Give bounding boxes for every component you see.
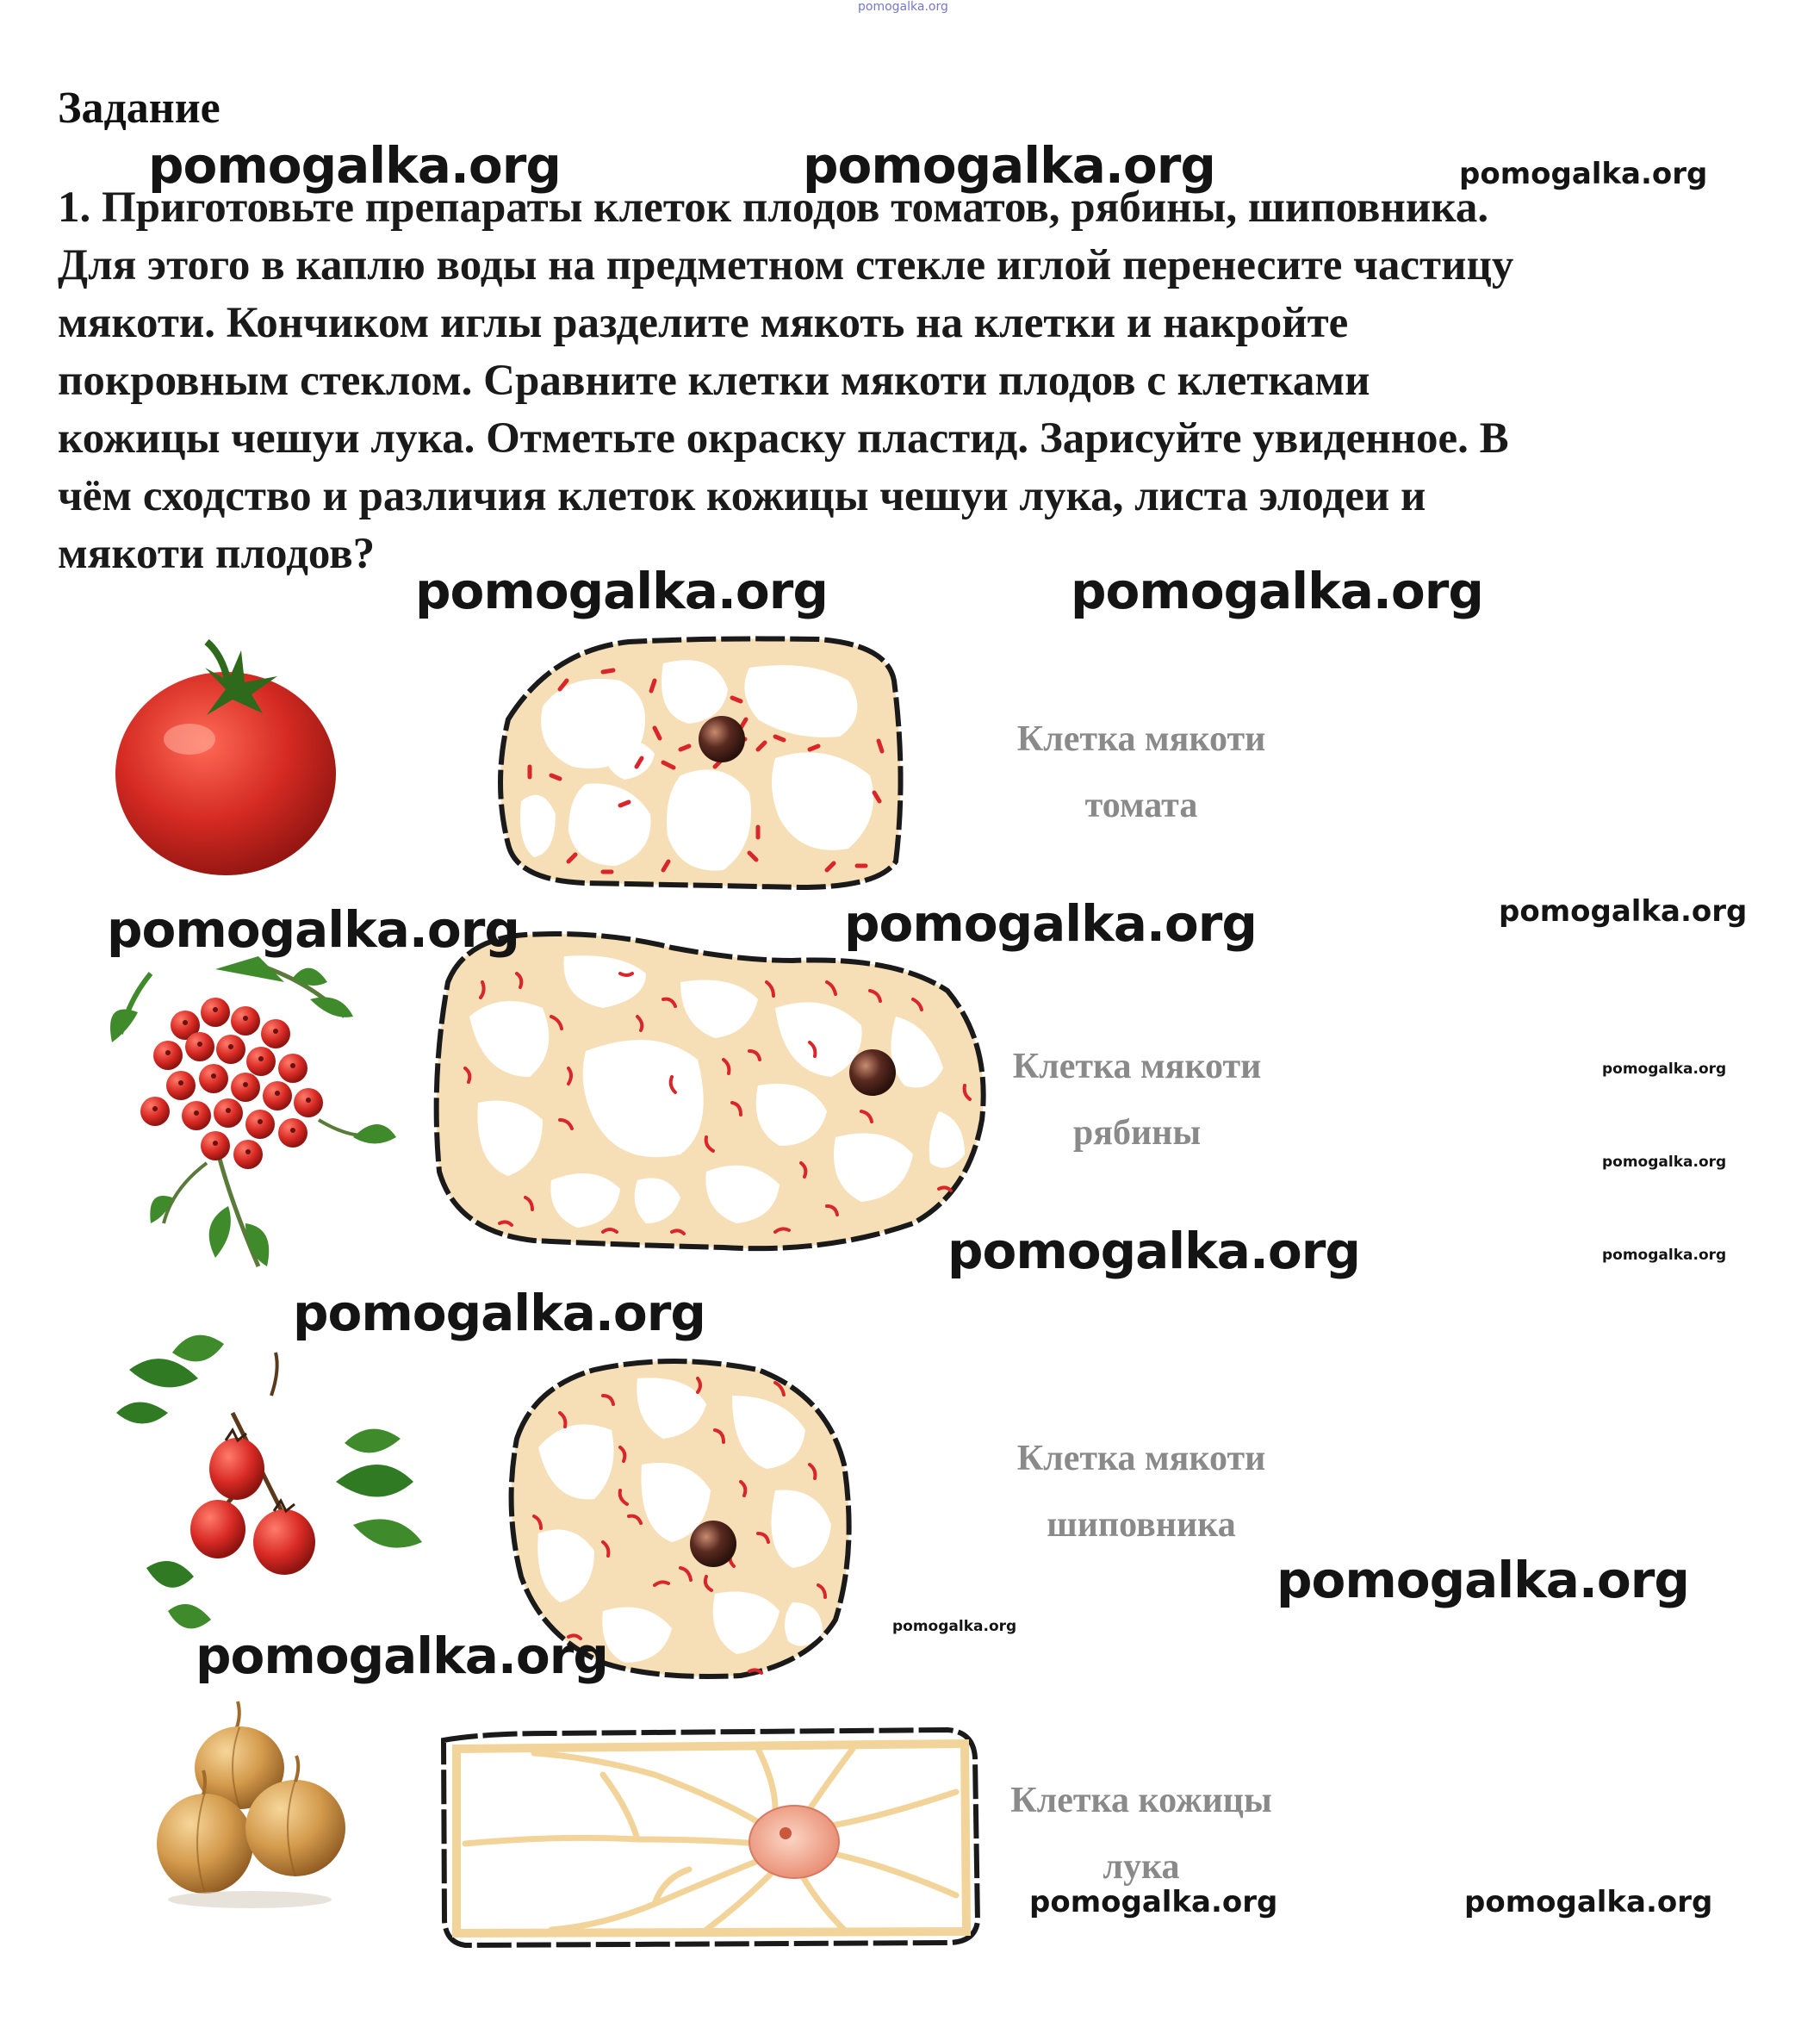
top-watermark: pomogalka.org (858, 0, 948, 14)
watermark: pomogalka.org (293, 1284, 705, 1342)
task-line: мякоти. Кончиком иглы разделите мякоть на клетки и накройте (58, 299, 1349, 347)
watermark: pomogalka.org (1029, 1885, 1278, 1919)
watermark: pomogalka.org (1499, 894, 1748, 929)
task-line: чём сходство и различия клеток кожицы чешуи лука, листа элодеи и (58, 472, 1426, 520)
watermark: pomogalka.org (892, 1618, 1017, 1635)
onion-icon (157, 1701, 345, 1908)
caption-line: Клетка мякоти (1016, 1439, 1266, 1478)
watermark: pomogalka.org (196, 1627, 608, 1685)
task-line: Для этого в каплю воды на предметном стекле иглой перенесите частицу (58, 241, 1514, 289)
caption-rowan-cell (982, 1034, 1292, 1166)
watermark: pomogalka.org (1459, 157, 1708, 191)
watermark: pomogalka.org (1602, 1154, 1727, 1171)
task-line: покровным стеклом. Сравните клетки мякоти плодов с клетками (58, 357, 1370, 405)
rosehip-icon (116, 1335, 422, 1629)
rowan-berries-icon (110, 956, 396, 1266)
caption-onion-cell (986, 1768, 1296, 1900)
watermark: pomogalka.org (1071, 562, 1483, 620)
tomato-cell-diagram (500, 638, 901, 887)
tomato-icon (115, 642, 336, 875)
watermark: pomogalka.org (803, 136, 1215, 195)
watermark: pomogalka.org (107, 900, 519, 959)
watermark: pomogalka.org (1602, 1061, 1727, 1078)
task-line: мякоти плодов? (58, 530, 376, 578)
caption-line: шиповника (1047, 1505, 1236, 1545)
watermark: pomogalka.org (415, 562, 828, 620)
caption-line: томата (1084, 786, 1198, 825)
caption-tomato-cell (986, 706, 1296, 839)
caption-rosehip-cell (986, 1426, 1296, 1558)
watermark: pomogalka.org (1602, 1247, 1727, 1264)
watermark: pomogalka.org (844, 894, 1257, 953)
caption-line: Клетка кожицы (1010, 1781, 1272, 1820)
watermark: pomogalka.org (148, 136, 561, 195)
caption-line: Клетка мякоти (1012, 1047, 1262, 1086)
onion-cell-diagram (444, 1730, 978, 1945)
task-line: кожицы чешуи лука. Отметьте окраску пластид. Зарисуйте увиденное. В (58, 414, 1509, 463)
watermark: pomogalka.org (1276, 1551, 1689, 1609)
caption-line: лука (1103, 1847, 1180, 1887)
task-line: 1. Приготовьте препараты клеток плодов томатов, рябины, шиповника. (58, 183, 1489, 232)
watermark: pomogalka.org (947, 1222, 1360, 1280)
heading: Задание (58, 84, 221, 133)
caption-line: Клетка мякоти (1016, 719, 1266, 759)
rowan-cell-diagram (437, 934, 984, 1248)
caption-line: рябины (1072, 1113, 1202, 1153)
watermark: pomogalka.org (1464, 1885, 1713, 1919)
